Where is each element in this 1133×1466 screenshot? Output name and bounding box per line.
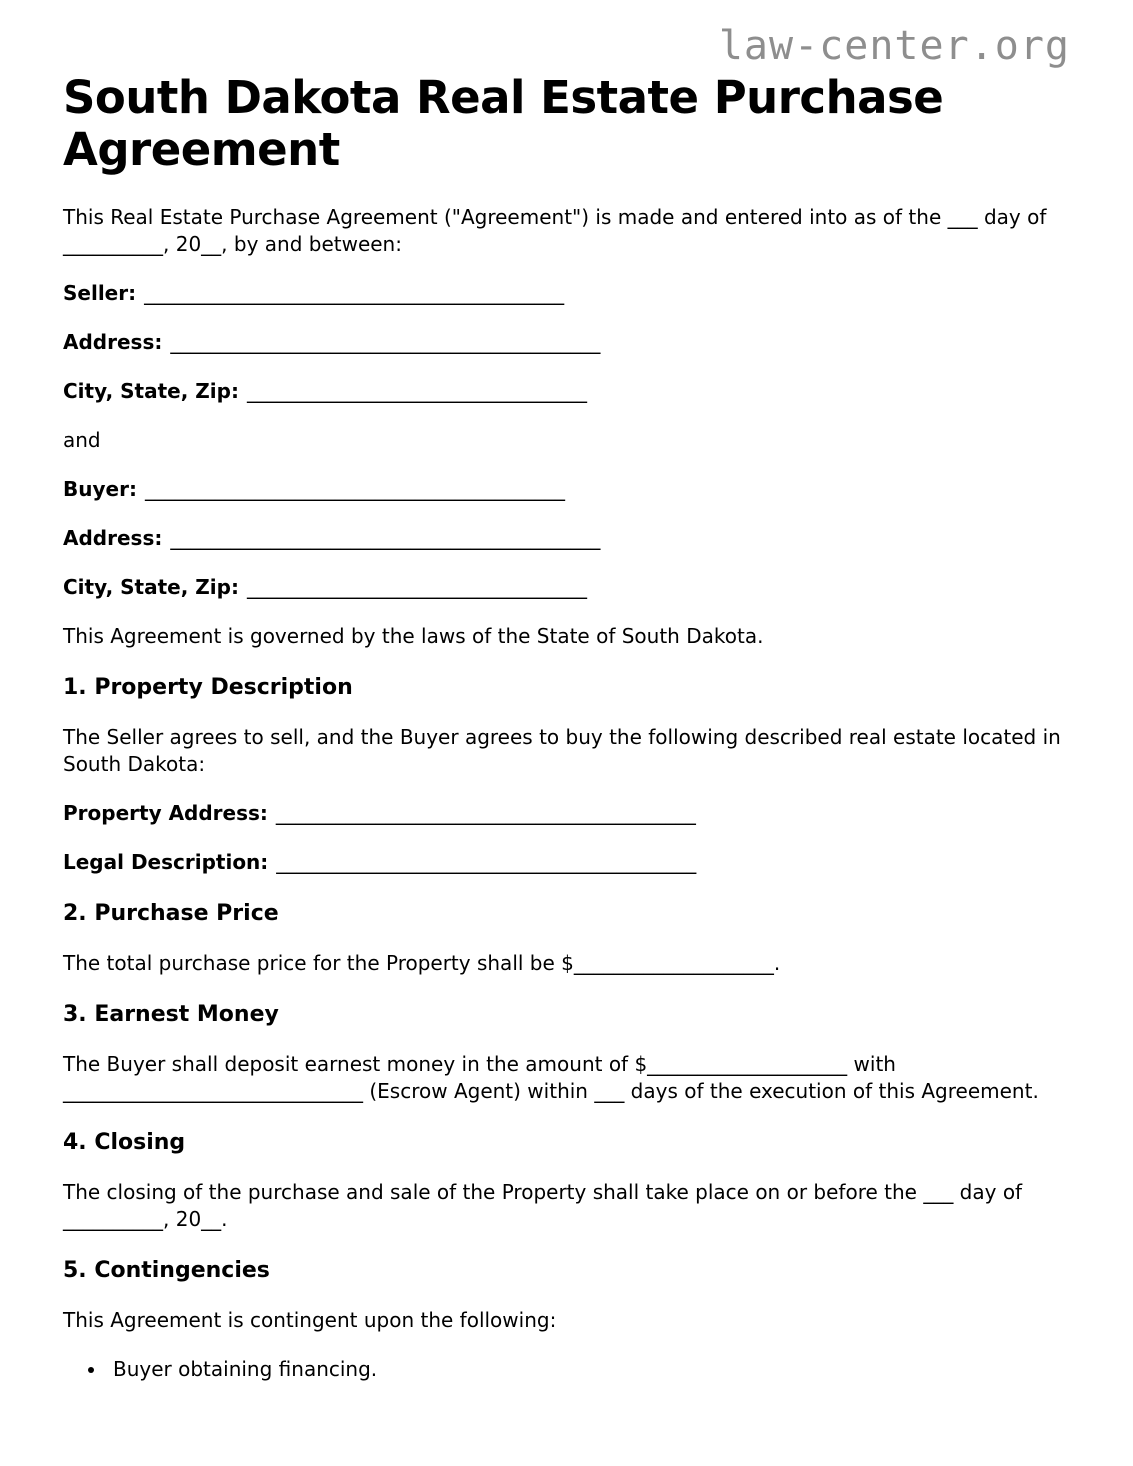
property-address-blank: __________________________________________ <box>275 801 696 826</box>
intro-paragraph: This Real Estate Purchase Agreement ("Agreement") is made and entered into as of the ___ day of __________, 20__, by and between: <box>63 205 1047 257</box>
section-heading-contingencies: 5. Contingencies <box>63 1258 270 1284</box>
buyer-label: Buyer: <box>63 477 137 502</box>
governing-law-paragraph: This Agreement is governed by the laws of the State of South Dakota. <box>63 624 764 649</box>
legal-description-label: Legal Description: <box>63 850 269 875</box>
seller-address-field <box>63 329 1070 356</box>
seller-blank: __________________________________________ <box>144 281 565 306</box>
section-heading-closing: 4. Closing <box>63 1130 186 1156</box>
seller-city-state-zip-blank: __________________________________ <box>246 379 587 404</box>
property-address-field <box>63 800 1070 827</box>
property-address-label: Property Address: <box>63 801 268 826</box>
buyer-city-state-zip-field <box>63 574 1070 601</box>
buyer-city-state-zip-label: City, State, Zip: <box>63 575 239 600</box>
purchase-price-paragraph: The total purchase price for the Property shall be $____________________. <box>63 951 781 976</box>
seller-city-state-zip-field <box>63 378 1070 405</box>
buyer-address-blank: ___________________________________________ <box>170 526 601 551</box>
seller-field <box>63 280 1070 307</box>
contingencies-paragraph: This Agreement is contingent upon the following: <box>63 1308 557 1333</box>
closing-paragraph: The closing of the purchase and sale of the Property shall take place on or before the ___ day of __________, 20__. <box>63 1180 1023 1232</box>
seller-city-state-zip-label: City, State, Zip: <box>63 379 239 404</box>
property-description-paragraph: The Seller agrees to sell, and the Buyer agrees to buy the following described real estate located in South Dakota: <box>63 725 1061 777</box>
earnest-money-paragraph: The Buyer shall deposit earnest money in the amount of $____________________ with ______________________________ (Escrow Agent) within ___ days of the execution of this Agreement. <box>63 1052 1039 1104</box>
buyer-field <box>63 476 1070 503</box>
buyer-city-state-zip-blank: __________________________________ <box>246 575 587 600</box>
buyer-blank: __________________________________________ <box>144 477 565 502</box>
section-heading-purchase-price: 2. Purchase Price <box>63 901 279 927</box>
seller-label: Seller: <box>63 281 137 306</box>
legal-description-field <box>63 849 1070 876</box>
contingencies-list <box>63 1356 1070 1383</box>
buyer-address-label: Address: <box>63 526 163 551</box>
section-heading-property-description: 1. Property Description <box>63 675 353 701</box>
seller-address-label: Address: <box>63 330 163 355</box>
legal-description-blank: __________________________________________ <box>276 850 697 875</box>
buyer-address-field <box>63 525 1070 552</box>
seller-address-blank: ___________________________________________ <box>170 330 601 355</box>
page-title: South Dakota Real Estate Purchase Agreement <box>63 71 944 177</box>
section-heading-earnest-money: 3. Earnest Money <box>63 1002 279 1028</box>
parties-conjunction: and <box>63 428 101 453</box>
contingency-item-financing: • Buyer obtaining financing. <box>107 1356 1070 1383</box>
watermark: law-center.org <box>718 23 1070 69</box>
